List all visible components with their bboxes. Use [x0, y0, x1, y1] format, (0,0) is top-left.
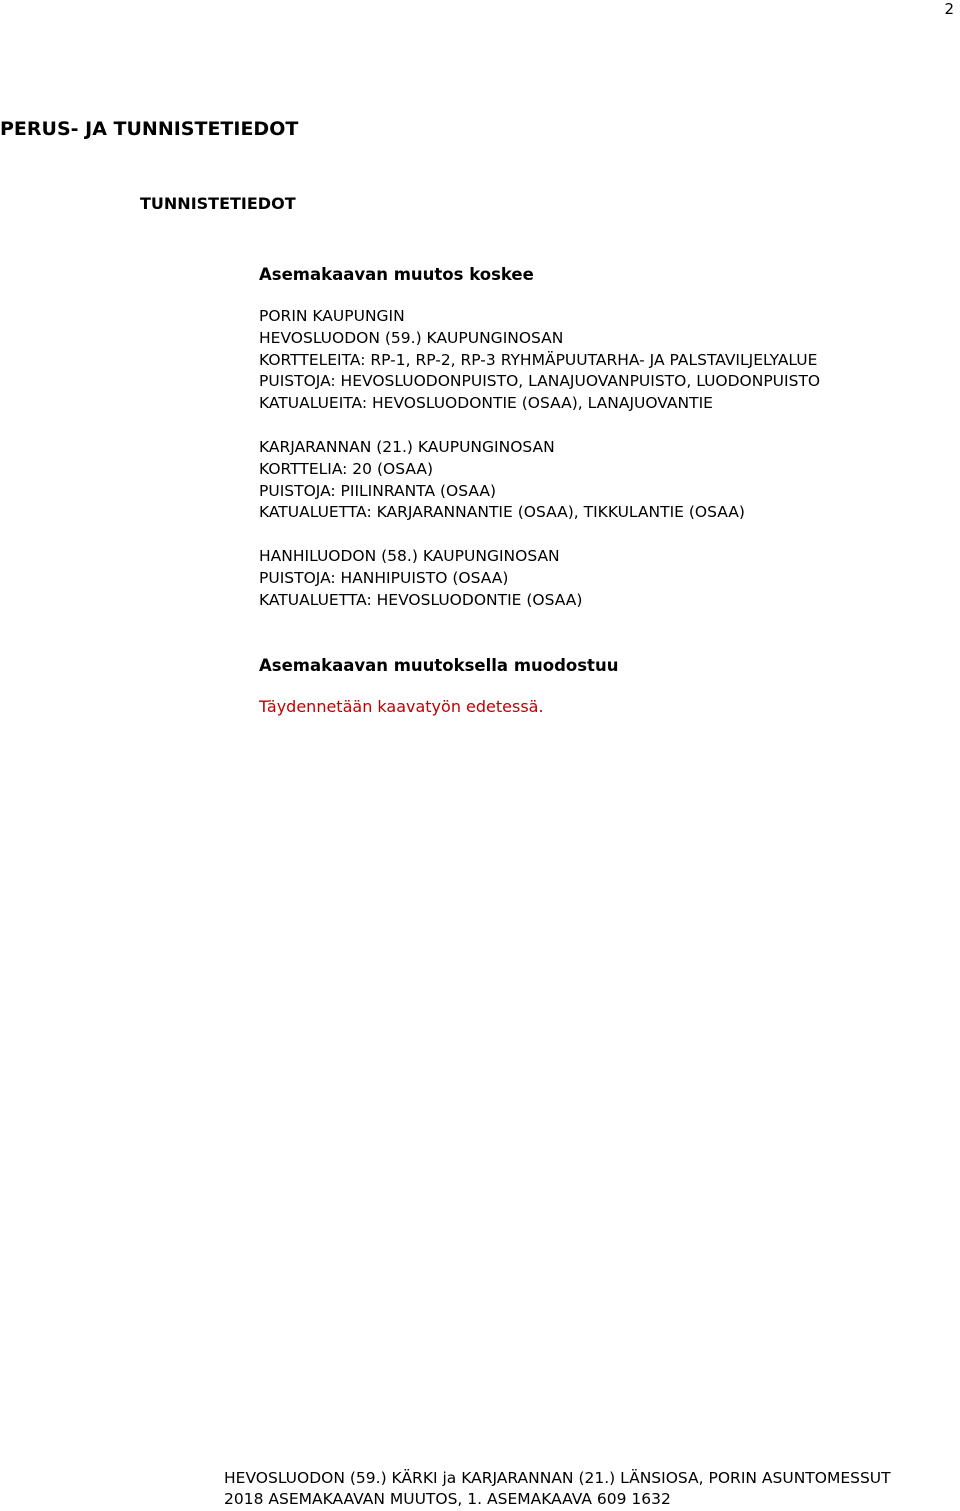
- district-line: KORTTELIA: 20 (OSAA): [259, 459, 434, 478]
- footer-line-1: HEVOSLUODON (59.) KÄRKI ja KARJARANNAN (21.) LÄNSIOSA, PORIN ASUNTOMESSUT: [224, 1469, 891, 1487]
- district-block-karjaranta: [259, 437, 959, 524]
- section-label-muodostuu: Asemakaavan muutoksella muodostuu: [259, 655, 619, 675]
- district-line: KATUALUETTA: KARJARANNANTIE (OSAA), TIKKULANTIE (OSAA): [259, 503, 745, 522]
- district-line: KATUALUETTA: HEVOSLUODONTIE (OSAA): [259, 590, 583, 609]
- district-line: KATUALUEITA: HEVOSLUODONTIE (OSAA), LANAJUOVANTIE: [259, 394, 713, 413]
- district-line: PUISTOJA: HANHIPUISTO (OSAA): [259, 568, 509, 587]
- footer-line-2: 2018 ASEMAKAAVAN MUUTOS, 1. ASEMAKAAVA 609 1632: [224, 1490, 671, 1508]
- district-block-hanhiluoto: [259, 546, 959, 611]
- district-line: HEVOSLUODON (59.) KAUPUNGINOSAN: [259, 328, 564, 347]
- district-line: PUISTOJA: HEVOSLUODONPUISTO, LANAJUOVANPUISTO, LUODONPUISTO: [259, 372, 821, 391]
- page-number: 2: [944, 0, 954, 18]
- district-line: PUISTOJA: PIILINRANTA (OSAA): [259, 481, 497, 500]
- page-title: PERUS- JA TUNNISTETIEDOT: [0, 118, 299, 140]
- district-line: PORIN KAUPUNGIN: [259, 307, 405, 325]
- district-block-hevosluoto: [259, 306, 959, 415]
- page-footer: [224, 1468, 960, 1510]
- district-line: KORTTELEITA: RP-1, RP-2, RP-3 RYHMÄPUUTARHA- JA PALSTAVILJELYALUE: [259, 350, 818, 369]
- section-heading: TUNNISTETIEDOT: [140, 194, 296, 213]
- pending-note: Täydennetään kaavatyön edetessä.: [259, 696, 544, 716]
- section-label-muutos-koskee: Asemakaavan muutos koskee: [259, 265, 534, 284]
- identification-content: [259, 264, 959, 717]
- district-line: HANHILUODON (58.) KAUPUNGINOSAN: [259, 547, 560, 566]
- district-line: KARJARANNAN (21.) KAUPUNGINOSAN: [259, 437, 555, 456]
